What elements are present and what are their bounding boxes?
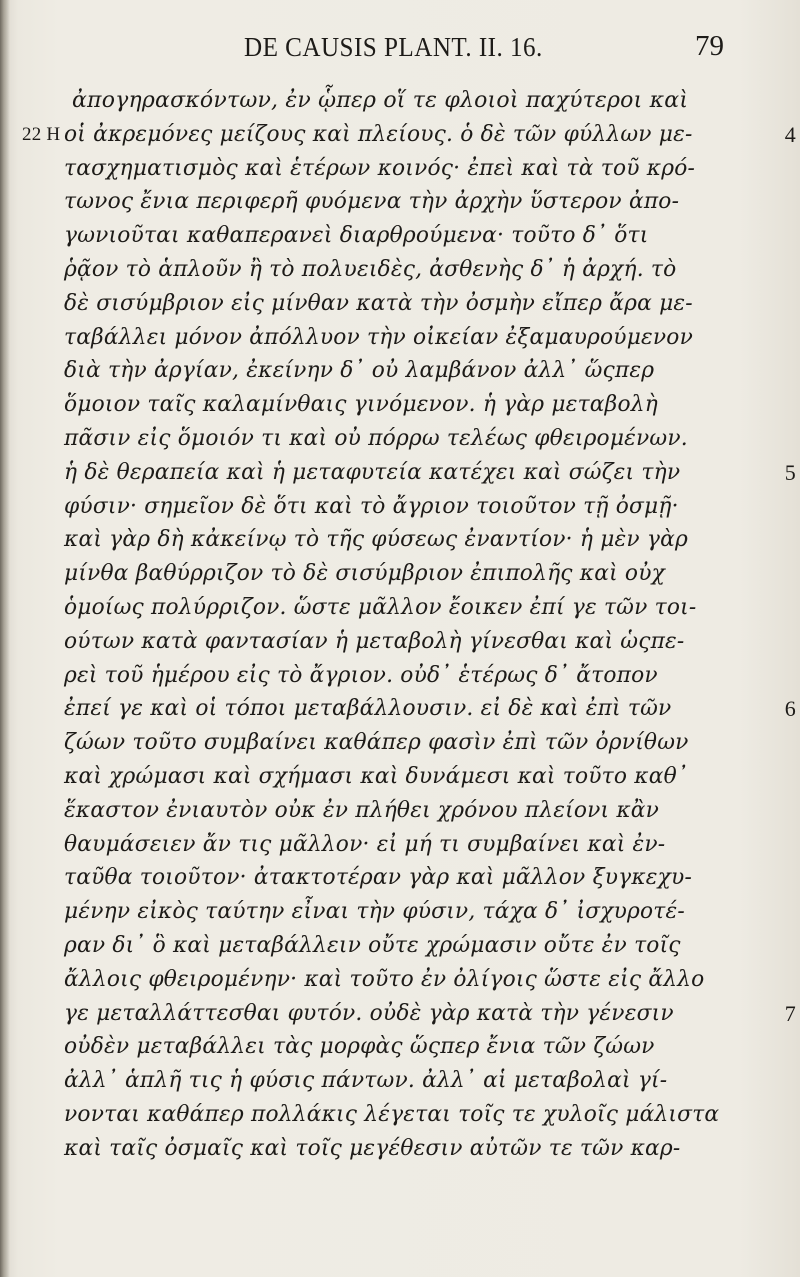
section-number: 4 <box>784 121 796 147</box>
line-text: καὶ ταῖς ὀσμαῖς καὶ τοῖς μεγέθεσιν αὐτῶν τε τῶν καρ- <box>64 1135 681 1161</box>
text-line <box>64 1132 744 1166</box>
line-text: ἡ δὲ θεραπεία καὶ ἡ μεταφυτεία κατέχει καὶ σώζει τὴν <box>64 459 681 485</box>
line-text: φύσιν· σημεῖον δὲ ὅτι καὶ τὸ ἄγριον τοιοῦτον τῇ ὀσμῇ· <box>64 493 679 519</box>
line-text: οἱ ἀκρεμόνες μείζους καὶ πλείους. ὁ δὲ τῶν φύλλων με- <box>64 121 693 147</box>
line-text: ἐπεί γε καὶ οἱ τόποι μεταβάλλουσιν. εἰ δὲ καὶ ἐπὶ τῶν <box>64 696 672 722</box>
text-line <box>64 895 744 929</box>
line-text: γε μεταλλάττεσθαι φυτόν. οὐδὲ γὰρ κατὰ τὴν γένεσιν <box>64 1000 674 1026</box>
text-line <box>64 1098 744 1132</box>
text-line <box>64 185 744 219</box>
text-line <box>64 84 744 118</box>
text-line <box>64 726 744 760</box>
text-line <box>64 1064 744 1098</box>
text-line <box>64 557 744 591</box>
text-line <box>64 219 744 253</box>
line-text: ταβάλλει μόνον ἀπόλλυον τὴν οἰκείαν ἐξαμαυρούμενον <box>64 324 694 350</box>
text-line <box>64 625 744 659</box>
line-text: θαυμάσειεν ἄν τις μᾶλλον· εἰ μή τι συμβαίνει καὶ ἐν- <box>64 831 666 857</box>
running-title: DE CAUSIS PLANT. II. 16. <box>244 32 543 62</box>
text-line <box>64 794 744 828</box>
line-text: μίνθα βαθύρριζον τὸ δὲ σισύμβριον ἐπιπολῆς καὶ οὐχ <box>64 561 666 587</box>
text-line <box>64 997 796 1031</box>
spine-shadow <box>0 0 10 1277</box>
text-line <box>64 321 744 355</box>
text-line <box>64 287 744 321</box>
line-text: μένην εἰκὸς ταύτην εἶναι τὴν φύσιν, τάχα δ᾽ ἰσχυροτέ- <box>64 899 685 925</box>
text-line <box>64 692 796 726</box>
text-line <box>64 490 744 524</box>
line-text: καὶ γὰρ δὴ κἀκείνῳ τὸ τῆς φύσεως ἐναντίον· ἡ μὲν γὰρ <box>64 527 688 553</box>
text-line <box>64 1030 744 1064</box>
greek-text-block <box>22 84 796 1166</box>
line-text: πᾶσιν εἰς ὅμοιόν τι καὶ οὐ πόρρω τελέως φθειρομένων. <box>64 425 688 451</box>
line-text: ὁμοίως πολύρριζον. ὥστε μᾶλλον ἔοικεν ἐπί γε τῶν τοι- <box>64 594 697 620</box>
line-text: ζώων τοῦτο συμβαίνει καθάπερ φασὶν ἐπὶ τῶν ὀρνίθων <box>64 730 689 756</box>
line-text: νονται καθάπερ πολλάκις λέγεται τοῖς τε χυλοῖς μάλιστα <box>64 1101 720 1127</box>
section-number: 7 <box>784 1000 796 1026</box>
line-text: τωνος ἔνια περιφερῆ φυόμενα τὴν ἀρχὴν ὕστερον ἀπο- <box>64 189 680 215</box>
text-line <box>64 591 744 625</box>
line-text: ρεὶ τοῦ ἡμέρου εἰς τὸ ἄγριον. οὐδ᾽ ἑτέρως δ᾽ ἄτοπον <box>64 662 658 688</box>
line-text: διὰ τὴν ἀργίαν, ἐκείνην δ᾽ οὐ λαμβάνον ἀλλ᾽ ὥςπερ <box>64 358 655 384</box>
page-header <box>0 28 800 68</box>
line-text: γωνιοῦται καθαπερανεὶ διαρθρούμενα· τοῦτο δ᾽ ὅτι <box>64 223 649 249</box>
line-text: ἀπογηρασκόντων, ἐν ᾧπερ οἵ τε φλοιοὶ παχύτεροι καὶ <box>72 88 689 113</box>
line-text: οὐδὲν μεταβάλλει τὰς μορφὰς ὥςπερ ἔνια τῶν ζώων <box>64 1034 655 1060</box>
line-text: ῥᾷον τὸ ἁπλοῦν ἢ τὸ πολυειδὲς, ἀσθενὴς δ᾽ ἡ ἀρχή. τὸ <box>64 256 677 282</box>
text-line <box>64 929 744 963</box>
text-line <box>64 422 744 456</box>
line-text: ραν δι᾽ ὃ καὶ μεταβάλλειν οὔτε χρώμασιν οὔτε ἐν τοῖς <box>64 932 681 958</box>
line-text: καὶ χρώμασι καὶ σχήμασι καὶ δυνάμεσι καὶ τοῦτο καθ᾽ <box>64 763 689 789</box>
text-line <box>64 828 744 862</box>
text-line <box>64 659 744 693</box>
line-text: ὅμοιον ταῖς καλαμίνθαις γινόμενον. ἡ γὰρ μεταβολὴ <box>64 392 658 418</box>
text-line <box>64 760 744 794</box>
text-line <box>64 253 744 287</box>
line-text: τασχηματισμὸς καὶ ἑτέρων κοινός· ἐπεὶ καὶ τὰ τοῦ κρό- <box>64 155 696 181</box>
text-line <box>64 963 744 997</box>
text-line <box>64 354 744 388</box>
page-number: 79 <box>695 30 724 62</box>
line-text: ἀλλ᾽ ἁπλῆ τις ἡ φύσις πάντων. ἀλλ᾽ αἱ μεταβολαὶ γί- <box>64 1068 668 1094</box>
text-line <box>64 861 744 895</box>
margin-line-number: 22 H <box>22 123 61 145</box>
line-text: δὲ σισύμβριον εἰς μίνθαν κατὰ τὴν ὀσμὴν εἴπερ ἄρα με- <box>64 290 693 316</box>
text-line <box>64 152 744 186</box>
line-text: ταῦθα τοιοῦτον· ἀτακτοτέραν γὰρ καὶ μᾶλλον ξυγκεχυ- <box>64 865 693 891</box>
line-text: ἕκαστον ἐνιαυτὸν οὐκ ἐν πλήθει χρόνου πλείονι κἂν <box>64 797 660 823</box>
line-text: ούτων κατὰ φαντασίαν ἡ μεταβολὴ γίνεσθαι καὶ ὡςπε- <box>64 628 685 654</box>
section-number: 5 <box>784 459 796 485</box>
text-line <box>64 456 796 490</box>
text-line <box>64 388 744 422</box>
line-text: ἄλλοις φθειρομένην· καὶ τοῦτο ἐν ὀλίγοις ὥστε εἰς ἄλλο <box>64 966 705 992</box>
text-line <box>22 118 796 152</box>
text-line <box>64 523 744 557</box>
section-number: 6 <box>784 696 796 722</box>
